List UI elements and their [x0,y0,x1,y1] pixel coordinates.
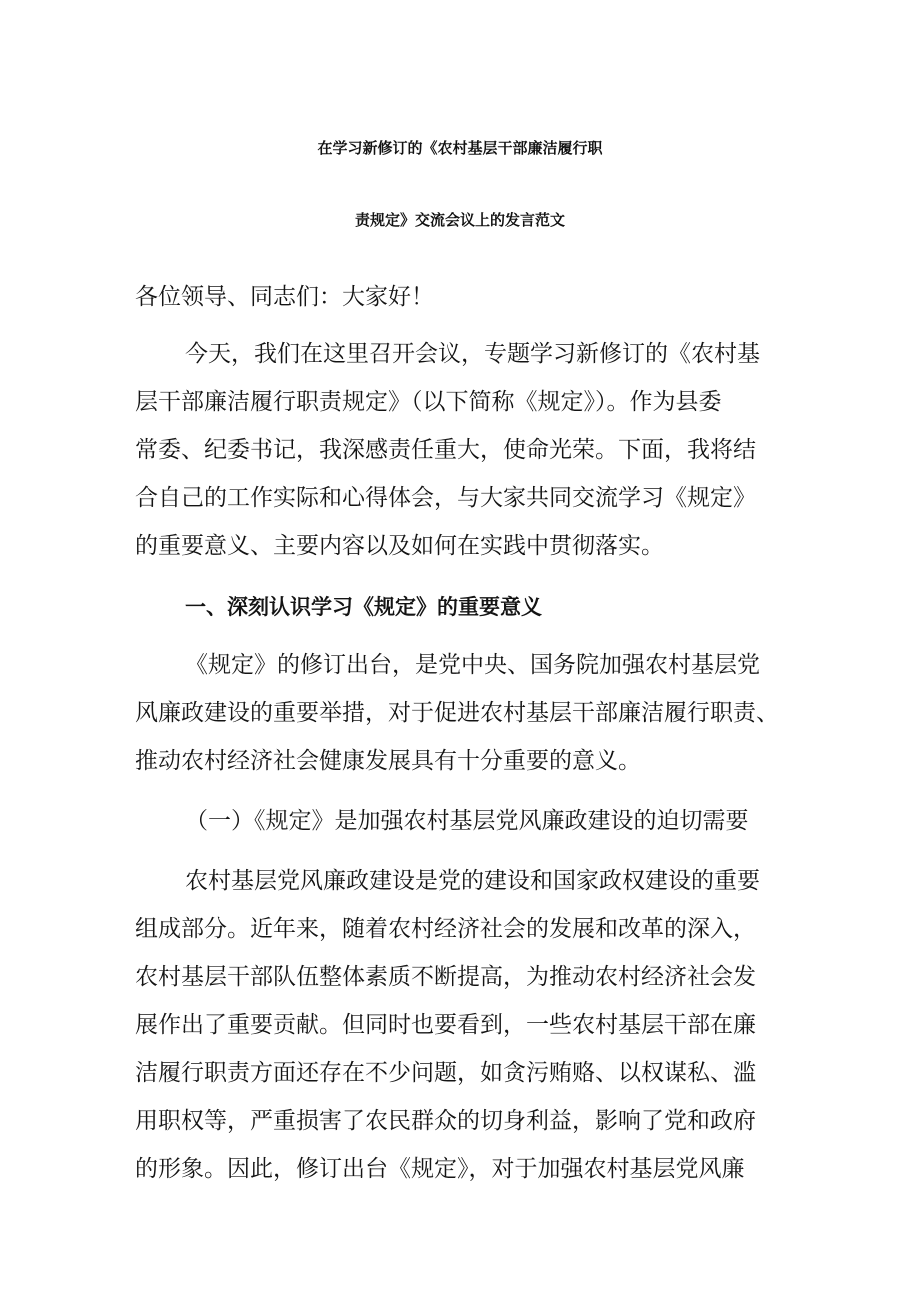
paragraph-3-line: 的形象。因此，修订出台《规定》，对于加强农村基层党风廉 [135,1156,745,1182]
paragraph-1-line: 的重要意义、主要内容以及如何在实践中贯彻落实。 [135,533,664,559]
subsection-heading-1: （一）《规定》是加强农村基层党风廉政建设的迫切需要 [185,808,749,834]
paragraph-3-line: 洁履行职责方面还存在不少问题，如贪污贿赂、以权谋私、滥 [135,1060,756,1086]
paragraph-2-line: 风廉政建设的重要举措，对于促进农村基层干部廉洁履行职责、 [135,700,779,726]
greeting: 各位领导、同志们：大家好！ [135,284,434,310]
paragraph-3-line: 农村基层党风廉政建设是党的建设和国家政权建设的重要 [185,868,760,894]
paragraph-2-line: 推动农村经济社会健康发展具有十分重要的意义。 [135,748,641,774]
paragraph-3-line: 展作出了重要贡献。但同时也要看到，一些农村基层干部在廉 [135,1012,756,1038]
paragraph-3-line: 组成部分。近年来，随着农村经济社会的发展和改革的深入， [135,916,756,942]
section-heading-1: 一、深刻认识学习《规定》的重要意义 [185,595,542,619]
paragraph-1-line: 今天，我们在这里召开会议，专题学习新修订的《农村基 [185,341,760,367]
paragraph-1-line: 常委、纪委书记，我深感责任重大，使命光荣。下面，我将结 [135,437,756,463]
paragraph-1-line: 层干部廉洁履行职责规定》（以下简称《规定》）。作为县委 [135,389,722,415]
paragraph-3-line: 农村基层干部队伍整体素质不断提高，为推动农村经济社会发 [135,964,756,990]
paragraph-2-line: 《规定》的修订出台，是党中央、国务院加强农村基层党 [185,652,760,678]
document-title-line-1: 在学习新修订的《农村基层干部廉洁履行职 [317,139,603,157]
paragraph-1-line: 合自己的工作实际和心得体会，与大家共同交流学习《规定》 [135,485,756,511]
document-title-line-2: 责规定》交流会议上的发言范文 [354,211,565,229]
paragraph-3-line: 用职权等，严重损害了农民群众的切身利益，影响了党和政府 [135,1108,756,1134]
